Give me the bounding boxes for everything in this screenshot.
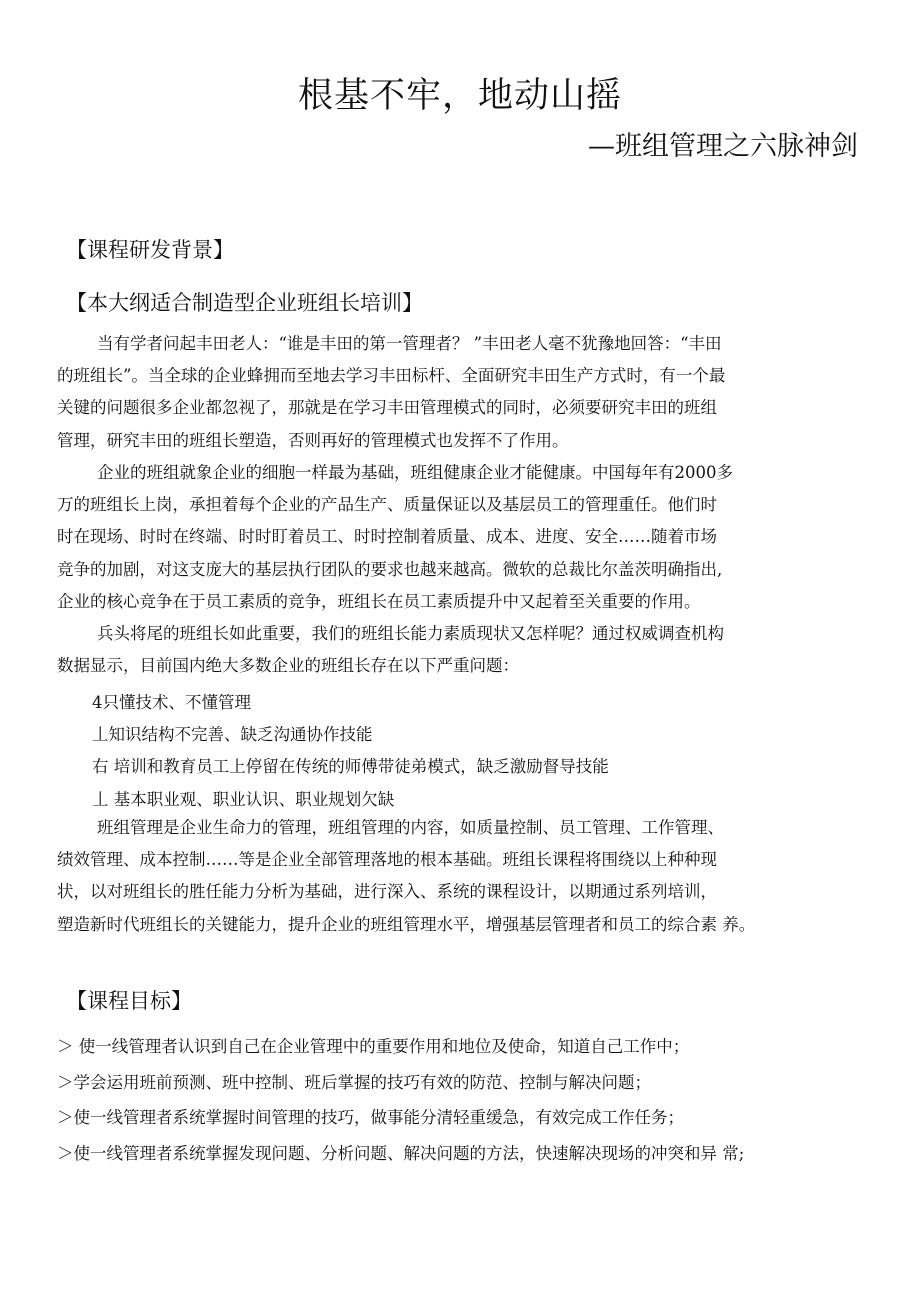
paragraph-line: 关键的问题很多企业都忽视了，那就是在学习丰田管理模式的同时，必须要研究丰田的班组 bbox=[57, 398, 717, 418]
goal-item: ＞ 使一线管理者认识到自己在企业管理中的重要作用和地位及使命，知道自己工作中； bbox=[57, 1037, 690, 1056]
paragraph-line: 塑造新时代班组长的关键能力，提升企业的班组管理水平，增强基层管理者和员工的综合素 养。 bbox=[57, 914, 756, 934]
paragraph-line: 兵头将尾的班组长如此重要，我们的班组长能力素质现状又怎样呢？通过权威调查机构 bbox=[97, 624, 724, 643]
paragraph-line: 竞争的加剧，对这支庞大的基层执行团队的要求也越来越高。微软的总裁比尔盖茨明确指出, bbox=[57, 559, 723, 579]
goal-item: ＞使一线管理者系统掌握发现问题、分析问题、解决问题的方法，快速解决现场的冲突和异 常; bbox=[57, 1143, 745, 1163]
paragraph-team-cell bbox=[57, 457, 847, 618]
paragraph-toyota bbox=[57, 328, 847, 457]
paragraph-line: 企业的核心竞争在于员工素质的竞争，班组长在员工素质提升中又起着至关重要的作用。 bbox=[57, 591, 701, 611]
goal-item: ＞学会运用班前预测、班中控制、班后掌握的技巧有效的防范、控制与解决问题； bbox=[57, 1072, 651, 1092]
document-title: 根基不牢，地动山摇 bbox=[297, 76, 622, 116]
paragraph-line: 企业的班组就象企业的细胞一样最为基础，班组健康企业才能健康。中国每年有2000多 bbox=[97, 463, 733, 482]
paragraph-team-management bbox=[57, 812, 847, 941]
issue-item: 4只懂技术、不懂管理 bbox=[92, 693, 251, 712]
paragraph-line: 时在现场、时时在终端、时时盯着员工、时时控制着质量、成本、进度、安全……随着市场 bbox=[57, 527, 717, 547]
paragraph-line: 的班组长”。当全球的企业蜂拥而至地去学习丰田标杆、全面研究丰田生产方式时，有一个最 bbox=[57, 366, 726, 386]
goals-list bbox=[57, 1029, 744, 1171]
paragraph-survey bbox=[57, 618, 847, 682]
paragraph-line: 当有学者问起丰田老人：“谁是丰田的第一管理者？ ”丰田老人毫不犹豫地回答：“丰田 bbox=[97, 334, 722, 353]
section-heading-audience: 【本大纲适合制造型企业班组长培训】 bbox=[66, 291, 423, 315]
goal-item: ＞使一线管理者系统掌握时间管理的技巧，做事能分清轻重缓急，有效完成工作任务； bbox=[57, 1108, 684, 1128]
document-subtitle: —班组管理之六脉神剑 bbox=[588, 131, 858, 162]
paragraph-line: 数据显示，目前国内绝大多数企业的班组长存在以下严重问题： bbox=[57, 656, 519, 676]
issue-item: 丄 基本职业观、职业认识、职业规划欠缺 bbox=[92, 790, 395, 809]
paragraph-line: 班组管理是企业生命力的管理，班组管理的内容，如质量控制、员工管理、工作管理、 bbox=[97, 818, 724, 837]
paragraph-line: 状，以对班组长的胜任能力分析为基础，进行深入、系统的课程设计，以期通过系列培训， bbox=[57, 882, 717, 902]
paragraph-line: 绩效管理、成本控制……等是企业全部管理落地的根本基础。班组长课程将围绕以上种种现 bbox=[57, 850, 717, 870]
section-heading-background: 【课程研发背景】 bbox=[66, 238, 234, 262]
paragraph-line: 万的班组长上岗，承担着每个企业的产品生产、质量保证以及基层员工的管理重任。他们时 bbox=[57, 495, 717, 515]
issue-item: 丄知识结构不完善、缺乏沟通协作技能 bbox=[92, 725, 373, 744]
section-heading-goals: 【课程目标】 bbox=[66, 989, 192, 1013]
issue-item: 右 培训和教育员工上停留在传统的师傅带徒弟模式，缺乏激励督导技能 bbox=[92, 757, 609, 776]
paragraph-line: 管理，研究丰田的班组长塑造，否则再好的管理模式也发挥不了作用。 bbox=[57, 430, 569, 450]
